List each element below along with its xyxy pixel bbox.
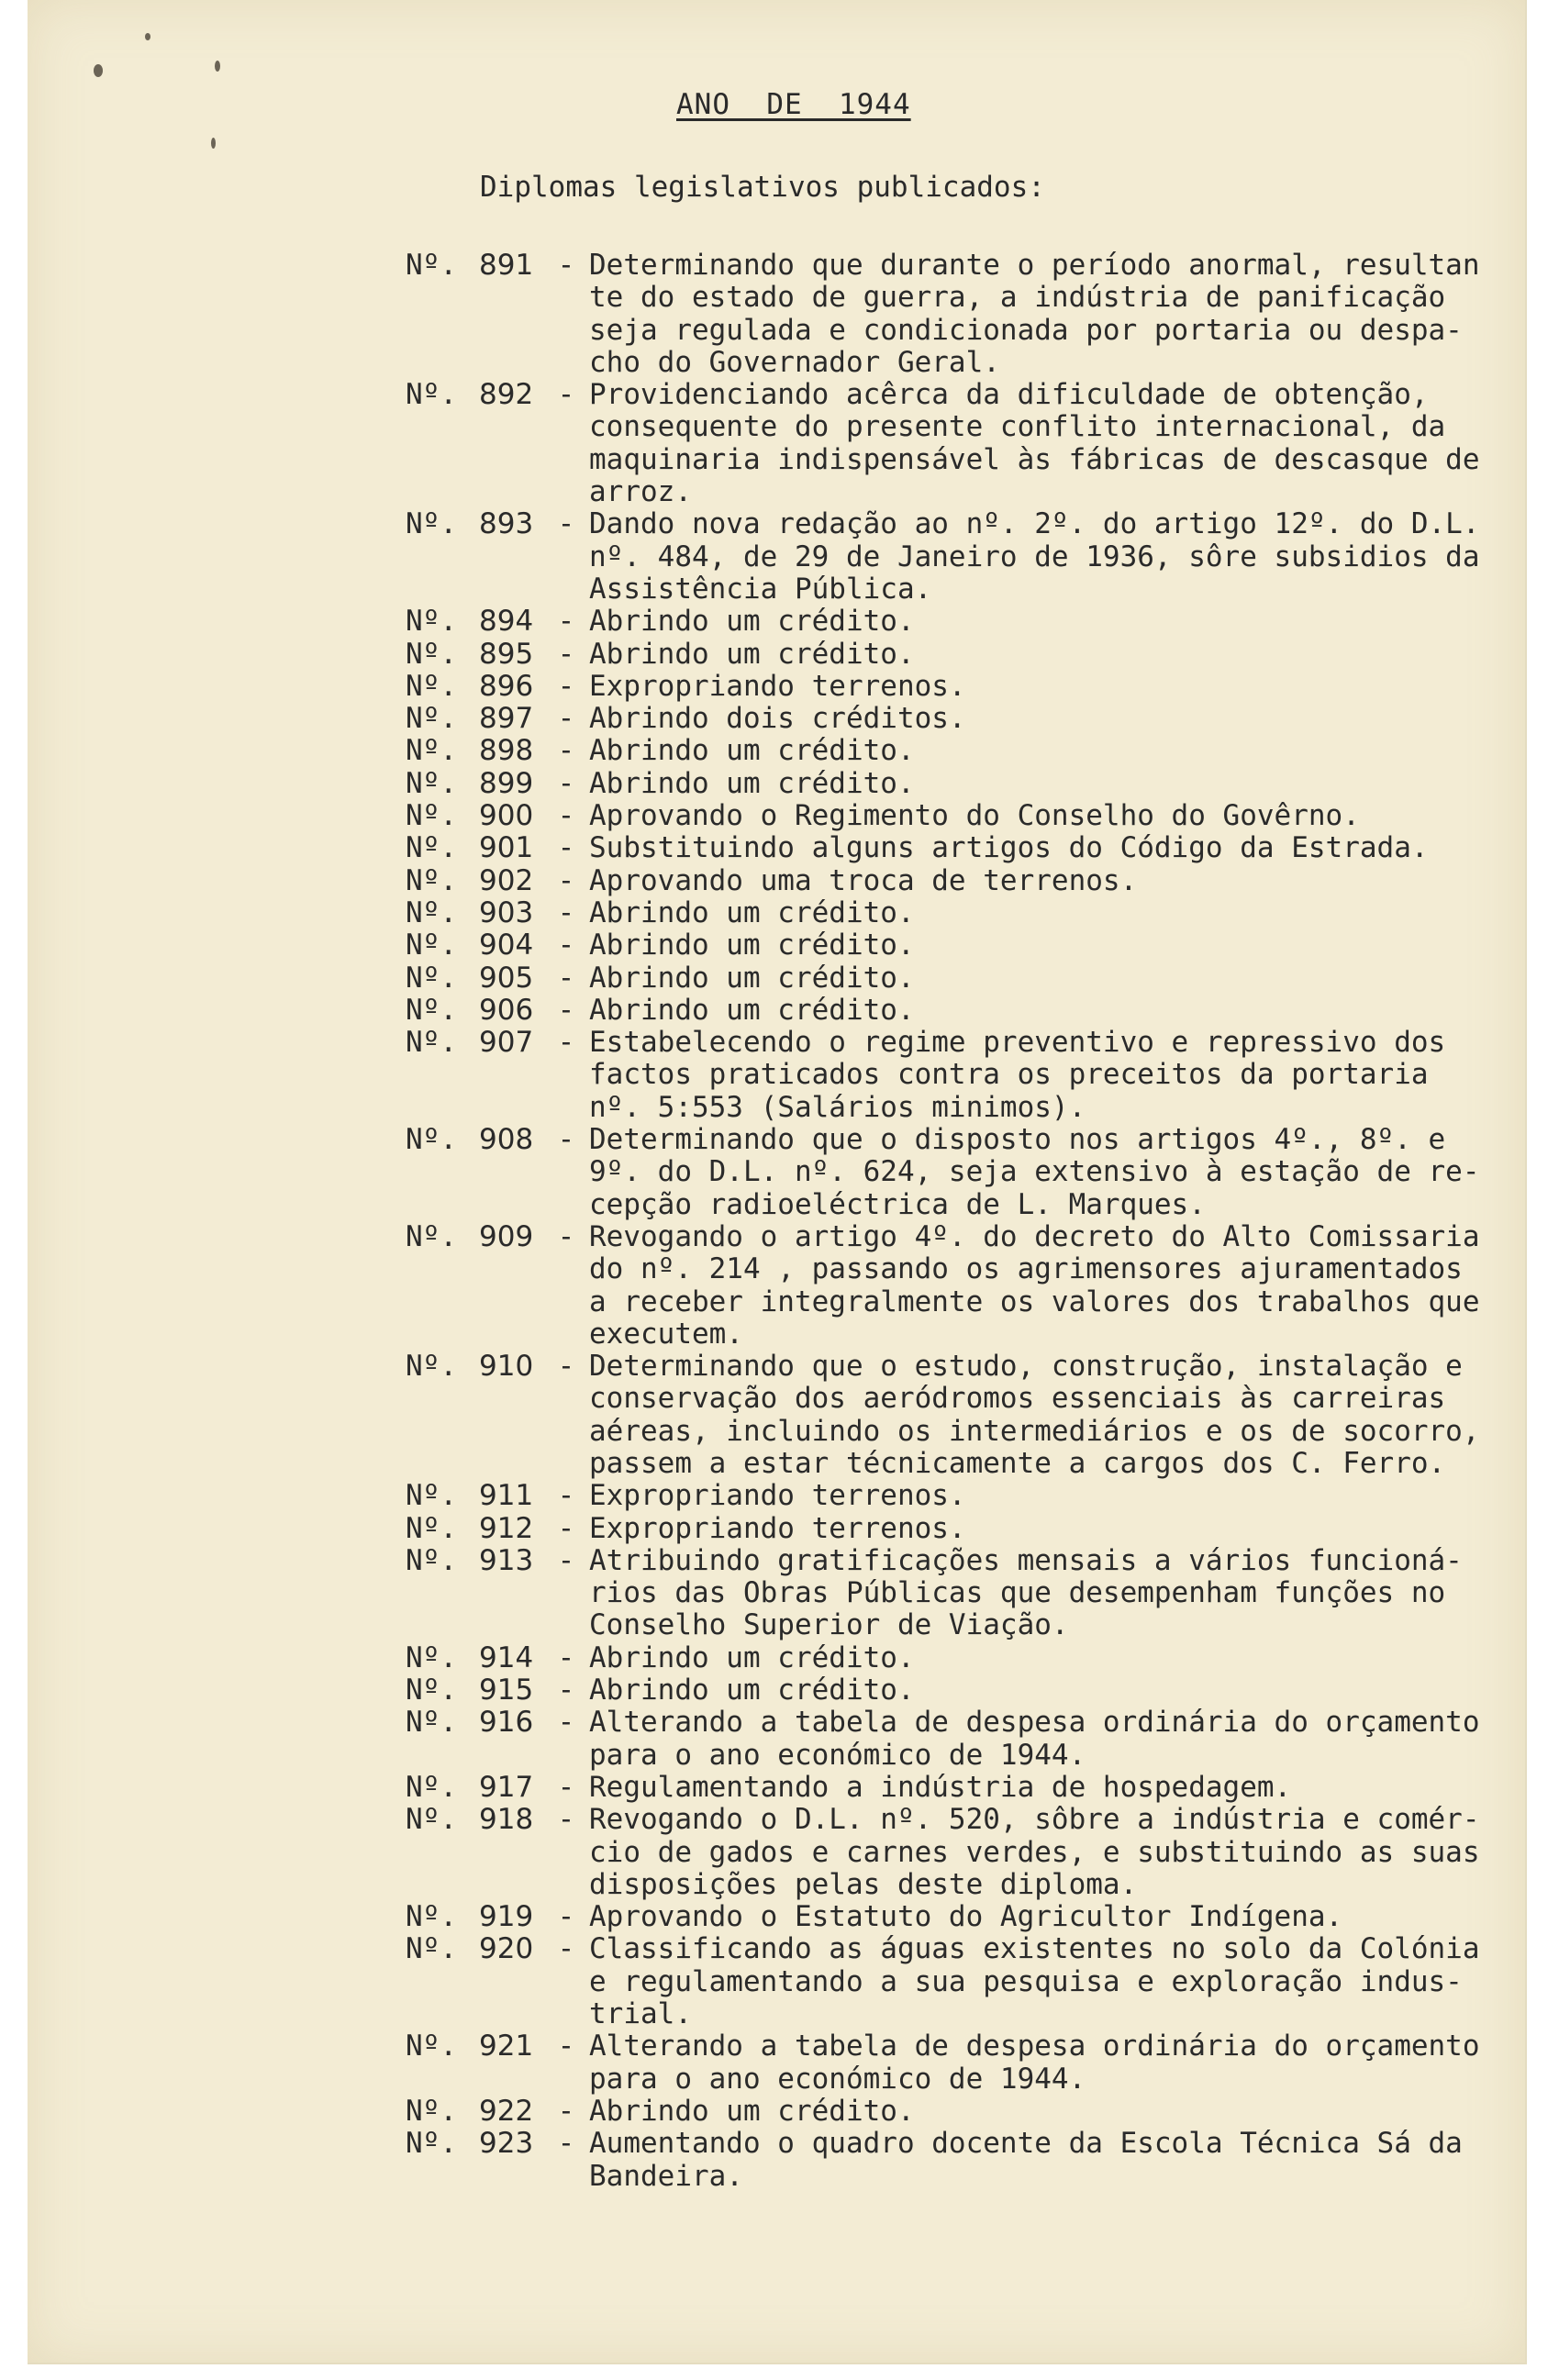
entry-dash: - xyxy=(557,669,575,703)
entry-description-line: cho do Governador Geral. xyxy=(589,345,1000,379)
entry-description-line: Abrindo um crédito. xyxy=(589,734,915,768)
entry-number: 897 xyxy=(479,702,534,736)
entry-prefix: Nº. xyxy=(406,1803,457,1837)
entry-description xyxy=(589,1901,1532,1933)
entry-description xyxy=(589,1513,1532,1545)
diploma-entry xyxy=(406,768,1543,800)
entry-dash: - xyxy=(557,1479,575,1513)
entry-description-line: 9º. do D.L. nº. 624, seja extensivo à estação de re- xyxy=(589,1155,1480,1189)
entry-prefix: Nº. xyxy=(406,1350,457,1384)
entry-description-line: nº. 5:553 (Salários minimos). xyxy=(589,1090,1086,1124)
diploma-entry xyxy=(406,250,1543,379)
entry-description-line: Abrindo um crédito. xyxy=(589,961,915,995)
entry-number: 900 xyxy=(479,799,534,833)
entry-description-line: para o ano económico de 1944. xyxy=(589,1738,1086,1772)
entry-prefix: Nº. xyxy=(406,863,457,897)
entry-prefix: Nº. xyxy=(406,2030,457,2063)
entry-dash: - xyxy=(557,1123,575,1157)
entry-prefix: Nº. xyxy=(406,1706,457,1740)
entry-description xyxy=(589,995,1532,1027)
entry-dash: - xyxy=(557,766,575,800)
entry-description-line: Providenciando acêrca da dificuldade de obtenção, xyxy=(589,378,1429,412)
entry-dash: - xyxy=(557,605,575,639)
entry-number: 898 xyxy=(479,734,534,768)
entry-prefix: Nº. xyxy=(406,1674,457,1707)
entry-number: 921 xyxy=(479,2030,534,2063)
entry-description xyxy=(589,897,1532,929)
entry-dash: - xyxy=(557,961,575,995)
entry-prefix: Nº. xyxy=(406,702,457,736)
entry-description xyxy=(589,1351,1532,1480)
entry-prefix: Nº. xyxy=(406,669,457,703)
entry-description xyxy=(589,1772,1532,1804)
entry-description-line: e regulamentando a sua pesquisa e exploração indus- xyxy=(589,1964,1463,1998)
entry-dash: - xyxy=(557,1770,575,1804)
ink-speck xyxy=(211,138,216,149)
entry-prefix: Nº. xyxy=(406,734,457,768)
entry-description xyxy=(589,2128,1532,2193)
entry-number: 913 xyxy=(479,1543,534,1577)
entry-description xyxy=(589,865,1532,897)
entry-description-line: Revogando o D.L. nº. 520, sôbre a indústria e comér- xyxy=(589,1803,1480,1837)
entry-description-line: disposições pelas deste diploma. xyxy=(589,1867,1138,1901)
entry-prefix: Nº. xyxy=(406,1770,457,1804)
entry-number: 915 xyxy=(479,1674,534,1707)
entry-description xyxy=(589,671,1532,703)
diploma-entry xyxy=(406,508,1543,606)
entry-description-line: consequente do presente conflito internacional, da xyxy=(589,410,1446,444)
entry-description-line: Abrindo um crédito. xyxy=(589,1640,915,1674)
entry-description-line: Regulamentando a indústria de hospedagem. xyxy=(589,1770,1292,1804)
entry-prefix: Nº. xyxy=(406,507,457,541)
entry-description-line: Abrindo um crédito. xyxy=(589,993,915,1027)
diploma-entry xyxy=(406,1027,1543,1124)
entry-description-line: Abrindo um crédito. xyxy=(589,766,915,800)
diploma-entry xyxy=(406,1351,1543,1480)
entry-prefix: Nº. xyxy=(406,895,457,929)
entry-description xyxy=(589,1933,1532,2030)
entry-description-line: Abrindo um crédito. xyxy=(589,895,915,929)
entry-number: 918 xyxy=(479,1803,534,1837)
diploma-entry xyxy=(406,2096,1543,2128)
entry-description-line: do nº. 214 , passando os agrimensores ajuramentados xyxy=(589,1252,1463,1286)
entry-description xyxy=(589,1480,1532,1512)
entry-prefix: Nº. xyxy=(406,378,457,412)
diploma-entry xyxy=(406,1545,1543,1642)
entry-dash: - xyxy=(557,1674,575,1707)
entry-number: 903 xyxy=(479,895,534,929)
entry-dash: - xyxy=(557,863,575,897)
entry-prefix: Nº. xyxy=(406,249,457,282)
entry-description xyxy=(589,1545,1532,1642)
entry-prefix: Nº. xyxy=(406,831,457,865)
entry-description xyxy=(589,1124,1532,1221)
entry-dash: - xyxy=(557,1900,575,1934)
entry-description-line: Alterando a tabela de despesa ordinária do orçamento xyxy=(589,1706,1480,1740)
entry-description-line: Alterando a tabela de despesa ordinária do orçamento xyxy=(589,2030,1480,2063)
entry-dash: - xyxy=(557,993,575,1027)
entry-dash: - xyxy=(557,831,575,865)
entry-dash: - xyxy=(557,378,575,412)
diploma-entry xyxy=(406,2128,1543,2193)
entry-description xyxy=(589,250,1532,379)
entry-prefix: Nº. xyxy=(406,1123,457,1157)
entry-dash: - xyxy=(557,1219,575,1253)
entry-prefix: Nº. xyxy=(406,1511,457,1545)
entry-number: 894 xyxy=(479,605,534,639)
entry-prefix: Nº. xyxy=(406,1479,457,1513)
entry-number: 905 xyxy=(479,961,534,995)
entry-number: 896 xyxy=(479,669,534,703)
entry-description xyxy=(589,379,1532,508)
entry-number: 920 xyxy=(479,1932,534,1966)
entry-prefix: Nº. xyxy=(406,1900,457,1934)
diploma-entry xyxy=(406,1124,1543,1221)
document-subtitle: Diplomas legislativos publicados: xyxy=(480,171,1045,204)
entry-number: 911 xyxy=(479,1479,534,1513)
entry-description-line: executem. xyxy=(589,1317,743,1351)
entry-number: 899 xyxy=(479,766,534,800)
entry-dash: - xyxy=(557,1511,575,1545)
entry-description xyxy=(589,2096,1532,2128)
diploma-entry xyxy=(406,1674,1543,1707)
entry-description-line: Aprovando o Regimento do Conselho do Govêrno. xyxy=(589,799,1360,833)
entry-description-line: te do estado de guerra, a indústria de panificação xyxy=(589,281,1446,315)
entry-description-line: Expropriando terrenos. xyxy=(589,1511,966,1545)
entry-number: 908 xyxy=(479,1123,534,1157)
diploma-entry xyxy=(406,1804,1543,1901)
entry-dash: - xyxy=(557,1350,575,1384)
ink-speck xyxy=(145,33,150,40)
diploma-entry xyxy=(406,1513,1543,1545)
entry-dash: - xyxy=(557,2094,575,2128)
diploma-entry xyxy=(406,671,1543,703)
entry-number: 901 xyxy=(479,831,534,865)
entry-description xyxy=(589,1221,1532,1351)
entry-prefix: Nº. xyxy=(406,1640,457,1674)
entry-description-line: Substituindo alguns artigos do Código da Estrada. xyxy=(589,831,1429,865)
entry-prefix: Nº. xyxy=(406,605,457,639)
entry-prefix: Nº. xyxy=(406,1932,457,1966)
entry-number: 893 xyxy=(479,507,534,541)
entry-number: 895 xyxy=(479,637,534,671)
entry-description-line: maquinaria indispensável às fábricas de descasque de xyxy=(589,442,1480,476)
entry-prefix: Nº. xyxy=(406,929,457,962)
entry-description xyxy=(589,639,1532,671)
entry-dash: - xyxy=(557,1932,575,1966)
entry-dash: - xyxy=(557,929,575,962)
entry-description-line: Abrindo um crédito. xyxy=(589,2094,915,2128)
entry-description xyxy=(589,832,1532,864)
entry-prefix: Nº. xyxy=(406,766,457,800)
entry-prefix: Nº. xyxy=(406,961,457,995)
entry-description-line: Conselho Superior de Viação. xyxy=(589,1608,1069,1642)
diploma-entry xyxy=(406,929,1543,962)
entry-description-line: Determinando que durante o período anormal, resultan xyxy=(589,249,1480,282)
entry-description xyxy=(589,929,1532,962)
diploma-entry xyxy=(406,735,1543,767)
entry-dash: - xyxy=(557,2030,575,2063)
entry-dash: - xyxy=(557,249,575,282)
entry-dash: - xyxy=(557,734,575,768)
entry-description-line: aéreas, incluindo os intermediários e os de socorro, xyxy=(589,1414,1480,1448)
entry-description-line: Determinando que o disposto nos artigos 4º., 8º. e xyxy=(589,1123,1446,1157)
entry-dash: - xyxy=(557,637,575,671)
diploma-entry xyxy=(406,800,1543,832)
entry-description-line: Aprovando o Estatuto do Agricultor Indígena. xyxy=(589,1900,1343,1934)
entry-description-line: passem a estar técnicamente a cargos dos C. Ferro. xyxy=(589,1446,1446,1480)
diploma-entry xyxy=(406,606,1543,638)
diploma-entry xyxy=(406,1933,1543,2030)
entry-description xyxy=(589,1027,1532,1124)
entry-description-line: Bandeira. xyxy=(589,2159,743,2193)
entry-description-line: Abrindo um crédito. xyxy=(589,1674,915,1707)
entry-dash: - xyxy=(557,1706,575,1740)
entry-number: 923 xyxy=(479,2127,534,2161)
diploma-entry xyxy=(406,379,1543,508)
entry-number: 917 xyxy=(479,1770,534,1804)
ink-speck xyxy=(215,61,220,72)
document-title: ANO DE 1944 xyxy=(676,88,911,121)
entry-number: 919 xyxy=(479,1900,534,1934)
diploma-entry xyxy=(406,2030,1543,2096)
entry-description xyxy=(589,1804,1532,1901)
entry-prefix: Nº. xyxy=(406,799,457,833)
entry-dash: - xyxy=(557,1640,575,1674)
entry-number: 907 xyxy=(479,1026,534,1060)
ink-speck xyxy=(94,64,103,77)
entry-prefix: Nº. xyxy=(406,1026,457,1060)
entry-description-line: conservação dos aeródromos essenciais às carreiras xyxy=(589,1382,1446,1416)
entry-description-line: Determinando que o estudo, construção, instalação e xyxy=(589,1350,1463,1384)
entry-description-line: Classificando as águas existentes no solo da Colónia xyxy=(589,1932,1480,1966)
entry-description xyxy=(589,606,1532,638)
entry-number: 922 xyxy=(479,2094,534,2128)
entry-description xyxy=(589,508,1532,606)
entry-dash: - xyxy=(557,507,575,541)
entry-description-line: Abrindo dois créditos. xyxy=(589,702,966,736)
entry-description-line: cio de gados e carnes verdes, e substituindo as suas xyxy=(589,1835,1480,1869)
entry-prefix: Nº. xyxy=(406,993,457,1027)
entry-description-line: a receber integralmente os valores dos trabalhos que xyxy=(589,1285,1480,1318)
diploma-list xyxy=(406,250,1543,2193)
entry-description xyxy=(589,1707,1532,1772)
diploma-entry xyxy=(406,832,1543,864)
entry-prefix: Nº. xyxy=(406,1543,457,1577)
entry-description-line: trial. xyxy=(589,1997,692,2031)
diploma-entry xyxy=(406,995,1543,1027)
diploma-entry xyxy=(406,897,1543,929)
entry-prefix: Nº. xyxy=(406,2094,457,2128)
entry-number: 902 xyxy=(479,863,534,897)
entry-dash: - xyxy=(557,1803,575,1837)
entry-description-line: Atribuindo gratificações mensais a vários funcioná- xyxy=(589,1543,1463,1577)
diploma-entry xyxy=(406,865,1543,897)
entry-description-line: Revogando o artigo 4º. do decreto do Alto Comissaria xyxy=(589,1219,1480,1253)
diploma-entry xyxy=(406,1642,1543,1674)
entry-description-line: Abrindo um crédito. xyxy=(589,637,915,671)
entry-description xyxy=(589,2030,1532,2096)
entry-number: 891 xyxy=(479,249,534,282)
entry-description-line: nº. 484, de 29 de Janeiro de 1936, sôre subsidios da xyxy=(589,539,1480,573)
entry-description-line: Aumentando o quadro docente da Escola Técnica Sá da xyxy=(589,2127,1463,2161)
entry-number: 909 xyxy=(479,1219,534,1253)
entry-prefix: Nº. xyxy=(406,637,457,671)
diploma-entry xyxy=(406,1707,1543,1772)
entry-description xyxy=(589,703,1532,735)
entry-dash: - xyxy=(557,1543,575,1577)
entry-number: 904 xyxy=(479,929,534,962)
entry-dash: - xyxy=(557,799,575,833)
entry-number: 912 xyxy=(479,1511,534,1545)
entry-dash: - xyxy=(557,1026,575,1060)
entry-description-line: factos praticados contra os preceitos da portaria xyxy=(589,1058,1429,1092)
entry-description-line: Aprovando uma troca de terrenos. xyxy=(589,863,1138,897)
diploma-entry xyxy=(406,962,1543,995)
entry-number: 892 xyxy=(479,378,534,412)
entry-number: 916 xyxy=(479,1706,534,1740)
entry-description xyxy=(589,1642,1532,1674)
entry-number: 906 xyxy=(479,993,534,1027)
entry-description-line: Abrindo um crédito. xyxy=(589,929,915,962)
entry-description-line: arroz. xyxy=(589,475,692,509)
entry-description xyxy=(589,768,1532,800)
document-sheet xyxy=(28,0,1527,2364)
entry-description xyxy=(589,800,1532,832)
entry-description-line: para o ano económico de 1944. xyxy=(589,2062,1086,2096)
entry-description xyxy=(589,735,1532,767)
entry-dash: - xyxy=(557,2127,575,2161)
entry-description-line: rios das Obras Públicas que desempenham funções no xyxy=(589,1576,1446,1610)
entry-description xyxy=(589,962,1532,995)
entry-description-line: Expropriando terrenos. xyxy=(589,1479,966,1513)
entry-description-line: seja regulada e condicionada por portaria ou despa- xyxy=(589,313,1463,347)
entry-dash: - xyxy=(557,895,575,929)
entry-description-line: Abrindo um crédito. xyxy=(589,605,915,639)
entry-description xyxy=(589,1674,1532,1707)
entry-prefix: Nº. xyxy=(406,1219,457,1253)
entry-prefix: Nº. xyxy=(406,2127,457,2161)
entry-dash: - xyxy=(557,702,575,736)
entry-number: 914 xyxy=(479,1640,534,1674)
diploma-entry xyxy=(406,1221,1543,1351)
diploma-entry xyxy=(406,1772,1543,1804)
entry-description-line: Dando nova redação ao nº. 2º. do artigo 12º. do D.L. xyxy=(589,507,1480,541)
diploma-entry xyxy=(406,1480,1543,1512)
entry-description-line: Expropriando terrenos. xyxy=(589,669,966,703)
entry-number: 910 xyxy=(479,1350,534,1384)
diploma-entry xyxy=(406,639,1543,671)
diploma-entry xyxy=(406,1901,1543,1933)
entry-description-line: Estabelecendo o regime preventivo e repressivo dos xyxy=(589,1026,1446,1060)
entry-description-line: Assistência Pública. xyxy=(589,572,932,606)
entry-description-line: cepção radioeléctrica de L. Marques. xyxy=(589,1187,1206,1221)
diploma-entry xyxy=(406,703,1543,735)
